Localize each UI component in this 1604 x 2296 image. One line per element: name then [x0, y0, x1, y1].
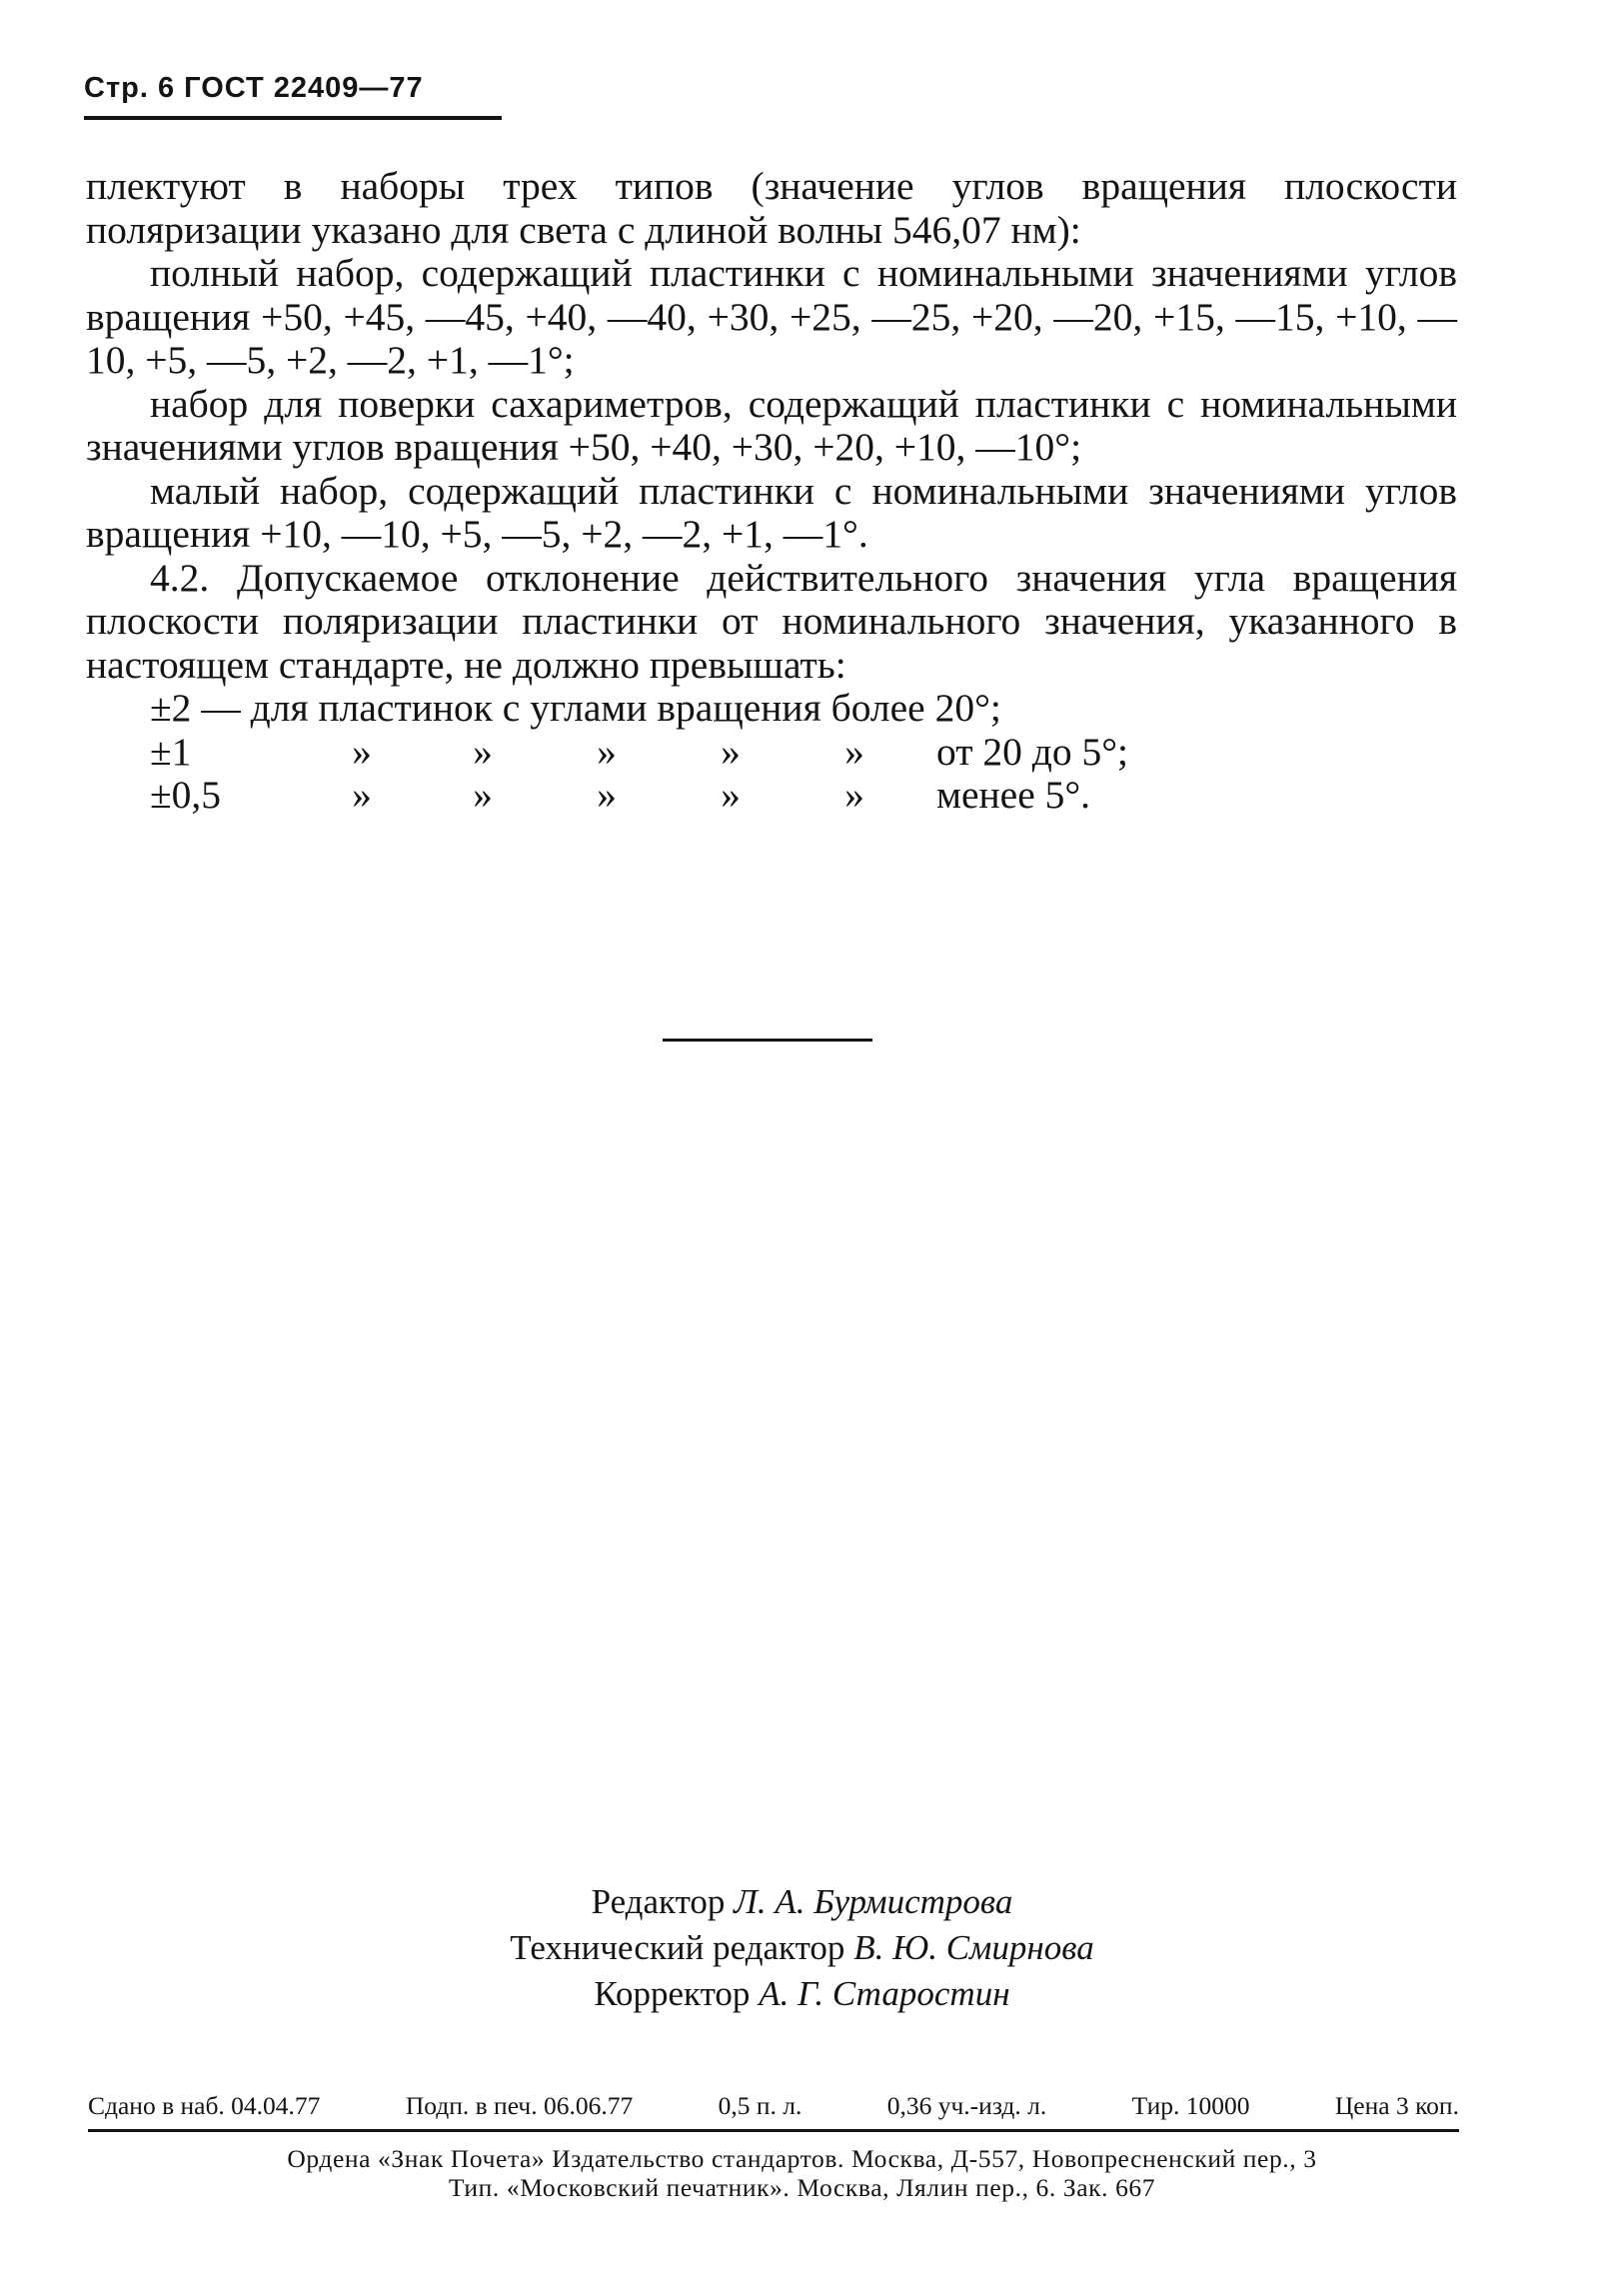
- header-rule: [84, 116, 502, 120]
- ditto-mark: »: [721, 773, 741, 817]
- paragraph-full-set: полный набор, содержащий пластинки с номинальными значениями углов вращения +50, +45, —45, +40, —40, +30, +25, —25, +20, —20, +15, —15, +10, —10, +5, —5, +2, —2, +1, —1°;: [86, 251, 1457, 382]
- credits-block: [0, 1879, 1604, 2017]
- standard-number: ГОСТ 22409—77: [184, 72, 424, 104]
- imprint-publisher: Ордена «Знак Почета» Издательство стандартов. Москва, Д-557, Новопресненский пер., 3: [287, 2144, 1317, 2173]
- body-text: [86, 165, 1457, 818]
- credit-name: А. Г. Старостин: [759, 1974, 1010, 2013]
- imprint-print-data: [88, 2091, 1459, 2121]
- tolerance-range: от 20 до 5°;: [936, 729, 1128, 774]
- credit-proofreader: [0, 1971, 1604, 2017]
- credit-name: Л. А. Бурмистрова: [734, 1882, 1013, 1921]
- credit-role: Редактор: [591, 1882, 726, 1921]
- imprint-signed: Подп. в печ. 06.06.77: [405, 2091, 634, 2120]
- credit-role: Технический редактор: [510, 1928, 845, 1967]
- tolerance-row: [86, 731, 1457, 775]
- imprint-price: Цена 3 коп.: [1334, 2091, 1459, 2120]
- end-of-text-rule: [663, 1039, 872, 1042]
- paragraph-intro: плектуют в наборы трех типов (значение углов вращения плоскости поляризации указано для света с длиной волны 546,07 нм):: [86, 164, 1457, 252]
- imprint-submitted: Сдано в наб. 04.04.77: [88, 2091, 321, 2120]
- credit-tech-editor: [0, 1925, 1604, 1971]
- tolerance-row-main: ±2 — для пластинок с углами вращения более 20°;: [150, 686, 1001, 730]
- paragraph-saccharimeter-set: набор для поверки сахариметров, содержащий пластинки с номинальными значениями углов вращения +50, +40, +30, +20, +10, —10°;: [86, 381, 1457, 469]
- ditto-mark: »: [844, 773, 864, 817]
- ditto-mark: »: [473, 773, 493, 817]
- ditto-mark: »: [473, 729, 493, 774]
- imprint-printer: Тип. «Московский печатник». Москва, Лялин пер., 6. Зак. 667: [448, 2173, 1156, 2202]
- paragraph-small-set: малый набор, содержащий пластинки с номинальными значениями углов вращения +10, —10, +5, —5, +2, —2, +1, —1°.: [86, 468, 1457, 556]
- ditto-mark: »: [597, 729, 617, 774]
- ditto-mark: »: [352, 729, 372, 774]
- ditto-mark: »: [721, 729, 741, 774]
- credit-name: В. Ю. Смирнова: [853, 1928, 1094, 1967]
- credit-role: Корректор: [594, 1974, 751, 2013]
- ditto-mark: »: [352, 773, 372, 817]
- page-number: Стр. 6: [84, 72, 176, 104]
- tolerance-row: [86, 774, 1457, 818]
- tolerance-value: ±0,5: [150, 773, 222, 817]
- credit-editor: [0, 1879, 1604, 1925]
- tolerance-value: ±1: [150, 729, 192, 774]
- ditto-mark: »: [597, 773, 617, 817]
- tolerance-range: менее 5°.: [936, 773, 1091, 817]
- paragraph-clause-4-2: 4.2. Допускаемое отклонение действительного значения угла вращения плоскости поляризации пластинки от номинального значения, указанного в настоящем стандарте, не должно превышать:: [86, 555, 1457, 687]
- imprint-rule: [88, 2129, 1459, 2132]
- ditto-mark: »: [844, 729, 864, 774]
- imprint-publisher-block: [0, 2144, 1604, 2202]
- imprint-edit-sheets: 0,36 уч.-изд. л.: [886, 2091, 1047, 2120]
- page-header: [84, 72, 424, 105]
- imprint-run: Тир. 10000: [1131, 2091, 1250, 2120]
- imprint-sheets: 0,5 п. л.: [718, 2091, 802, 2120]
